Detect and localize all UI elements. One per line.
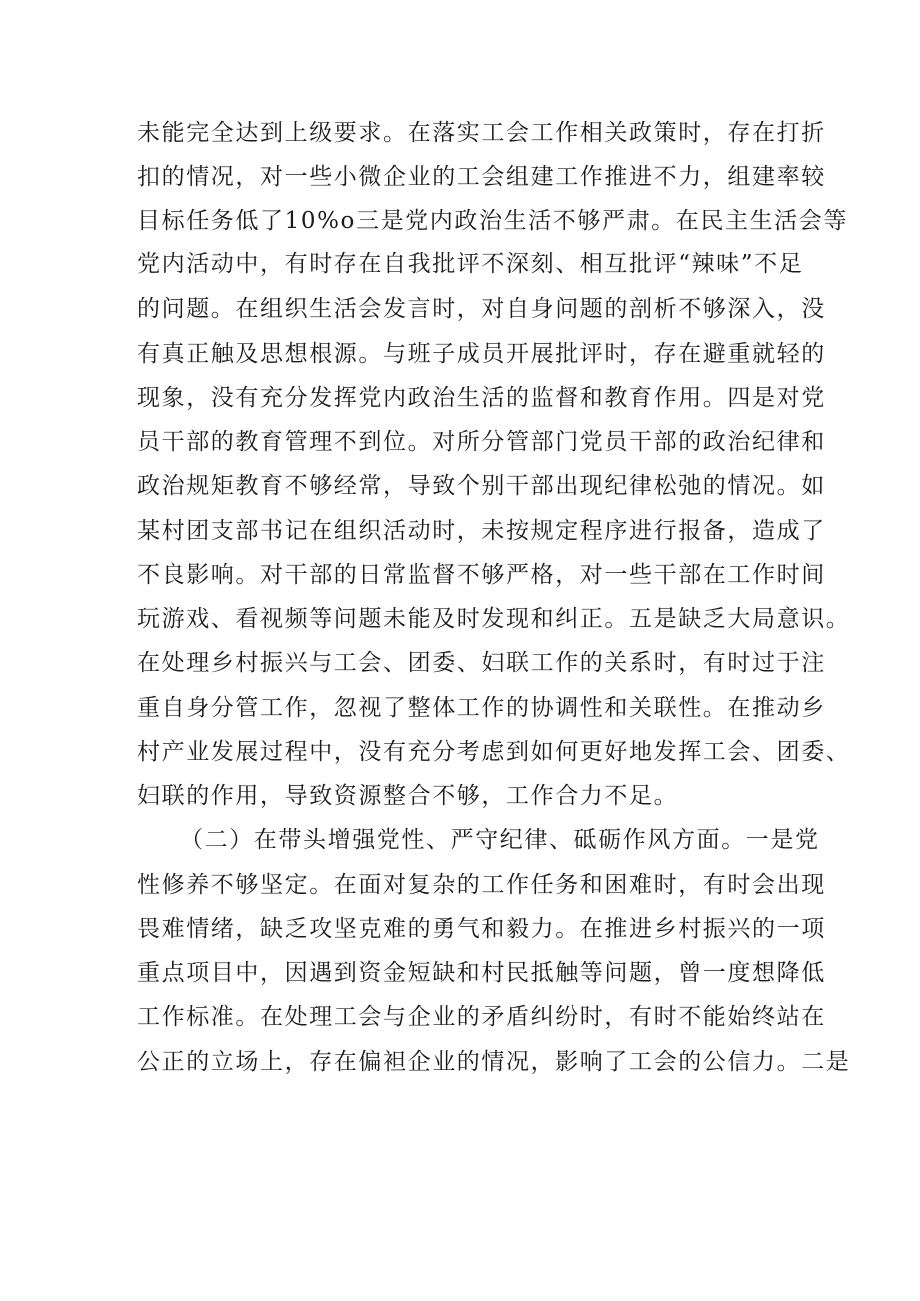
text-line: 妇联的作用，导致资源整合不够，工作合力不足。 <box>137 783 679 809</box>
text-line: 现象，没有充分发挥党内政治生活的监督和教育作用。四是对党 <box>137 385 826 411</box>
text-line: 村产业发展过程中，没有充分考虑到如何更好地发挥工会、团委、 <box>137 739 851 765</box>
text-line: 工作标准。在处理工会与企业的矛盾纠纷时，有时不能始终站在 <box>137 1004 826 1030</box>
text-line: 公正的立场上，存在偏袒企业的情况，影响了工会的公信力。二是 <box>137 1049 851 1075</box>
text-line: 在处理乡村振兴与工会、团委、妇联工作的关系时，有时过于注 <box>137 650 826 676</box>
text-line: 畏难情绪，缺乏攻坚克难的勇气和毅力。在推进乡村振兴的一项 <box>137 916 826 942</box>
text-line: 性修养不够坚定。在面对复杂的工作任务和困难时，有时会出现 <box>137 872 826 898</box>
text-line: 某村团支部书记在组织活动时，未按规定程序进行报备，造成了 <box>137 518 826 544</box>
text-line: 有真正触及思想根源。与班子成员开展批评时，存在避重就轻的 <box>137 341 826 367</box>
text-line: 不良影响。对干部的日常监督不够严格，对一些干部在工作时间 <box>137 562 826 588</box>
text-line: 扣的情况，对一些小微企业的工会组建工作推进不力，组建率较 <box>137 164 826 190</box>
text-line: 玩游戏、看视频等问题未能及时发现和纠正。五是缺乏大局意识。 <box>137 606 851 632</box>
section-heading-line: （二）在带头增强党性、严守纪律、砥砺作风方面。一是党 <box>180 827 820 853</box>
text-line: 员干部的教育管理不到位。对所分管部门党员干部的政治纪律和 <box>137 429 826 455</box>
text-line: 重点项目中，因遇到资金短缺和村民抵触等问题，曾一度想降低 <box>137 960 826 986</box>
text-line: 党内活动中，有时存在自我批评不深刻、相互批评“辣味”不足 <box>137 251 804 277</box>
text-line: 重自身分管工作，忽视了整体工作的协调性和关联性。在推动乡 <box>137 695 826 721</box>
text-line: 的问题。在组织生活会发言时，对自身问题的剖析不够深入，没 <box>137 296 826 322</box>
text-line: 政治规矩教育不够经常，导致个别干部出现纪律松弛的情况。如 <box>137 473 826 499</box>
text-line: 目标任务低了10%o三是党内政治生活不够严肃。在民主生活会等 <box>137 208 848 234</box>
text-line: 未能完全达到上级要求。在落实工会工作相关政策时，存在打折 <box>137 120 826 146</box>
